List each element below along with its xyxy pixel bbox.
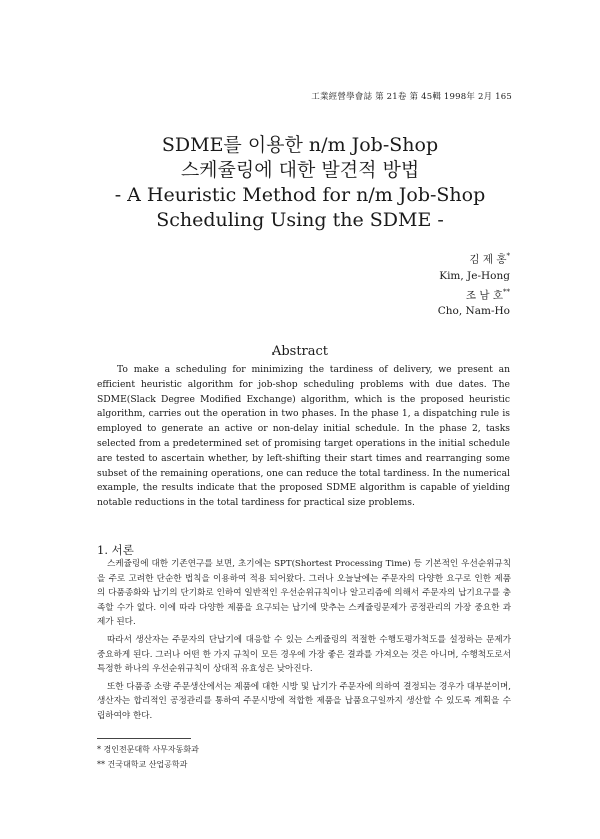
abstract-heading: Abstract — [271, 344, 329, 359]
footnote-divider — [97, 738, 191, 739]
author-2-name-ko: 조 남 호** — [465, 287, 510, 301]
author-2-name-en: Cho, Nam-Ho — [437, 305, 510, 317]
paragraph: 스케쥴링에 대한 기존연구를 보면, 초기에는 SPT(Shortest Processing Time) 등 기본적인 우선순위규칙을 주로 고려한 단순한 법칙을 이용하여 적용 되어왔다. 그러나 오늘날에는 주문자의 다양한 요구로 인한 제품의 다품종화와 납기의 단기화로 인하여 일반적인 우선순위규칙이나 알고리즘에 의해서 주문자의 납기요구를 충족할 수가 없다. 이에 따라 다양한 제품을 요구되는 납기에 맞추는 스케쥴링문제가 공정관리의 가장 중요한 과제가 된다. — [97, 559, 511, 628]
section-heading: 1. 서론 — [97, 543, 134, 557]
paper-title — [0, 133, 600, 233]
footnote: * 경인전문대학 사무자동화과 — [97, 745, 199, 754]
author-1-name-en: Kim, Je-Hong — [439, 269, 510, 282]
footnotes — [97, 742, 199, 772]
section-body — [97, 557, 511, 727]
paragraph: 따라서 생산자는 주문자의 단납기에 대응할 수 있는 스케쥴링의 적절한 수행도평가척도를 설정하는 문제가 중요하게 된다. 그러나 어떤 한 가지 규칙이 모든 경우에 가장 좋은 결과를 가져오는 것은 아니며, 수행척도로서 특정한 하나의 우선순위규칙이 상대적 유효성은 낮아진다. — [97, 634, 511, 675]
title-line: - A Heuristic Method for n/m Job-Shop — [114, 184, 486, 206]
journal-header: 工業經營學會誌 第 21卷 第 45輯 1998年 2月 165 — [311, 92, 512, 102]
footnote: ** 건국대학교 산업공학과 — [97, 760, 188, 769]
author-1-name-ko: 김 제 홍* — [469, 252, 510, 266]
abstract-body: To make a scheduling for minimizing the tardiness of delivery, we present an efficient heuristic algorithm for job-shop scheduling problems with due dates. The SDME(Slack Degree Modified Exchange) algorithm, which is the proposed heuristic algorithm, carries out the operation in two phases. In the phase 1, a dispatching rule is employed to generate an active or non-delay initial schedule. In the phase 2, tasks selected from a predetermined set of promising target operations in the initial schedule are tested to ascertain whether, by left-shifting their start times and rearranging some subset of the remaining operations, one can reduce the total tardiness. In the numerical example, the results indicate that the proposed SDME algorithm is capable of yielding notable reductions in the total tardiness for practical size problems. — [97, 364, 510, 509]
author-list — [438, 248, 510, 319]
title-line: SDME를 이용한 n/m Job-Shop — [161, 134, 439, 156]
title-line: Scheduling Using the SDME - — [156, 209, 444, 231]
title-line: 스케쥴링에 대한 발견적 방법 — [180, 159, 420, 181]
paragraph: 또한 다품종 소량 주문생산에서는 제품에 대한 시방 및 납기가 주문자에 의하여 결정되는 경우가 대부분이며, 생산자는 합리적인 공정관리를 통하여 주문시방에 적합한 제품을 납품요구일까지 생산할 수 있도록 계획을 수립하여야 한다. — [97, 681, 511, 721]
